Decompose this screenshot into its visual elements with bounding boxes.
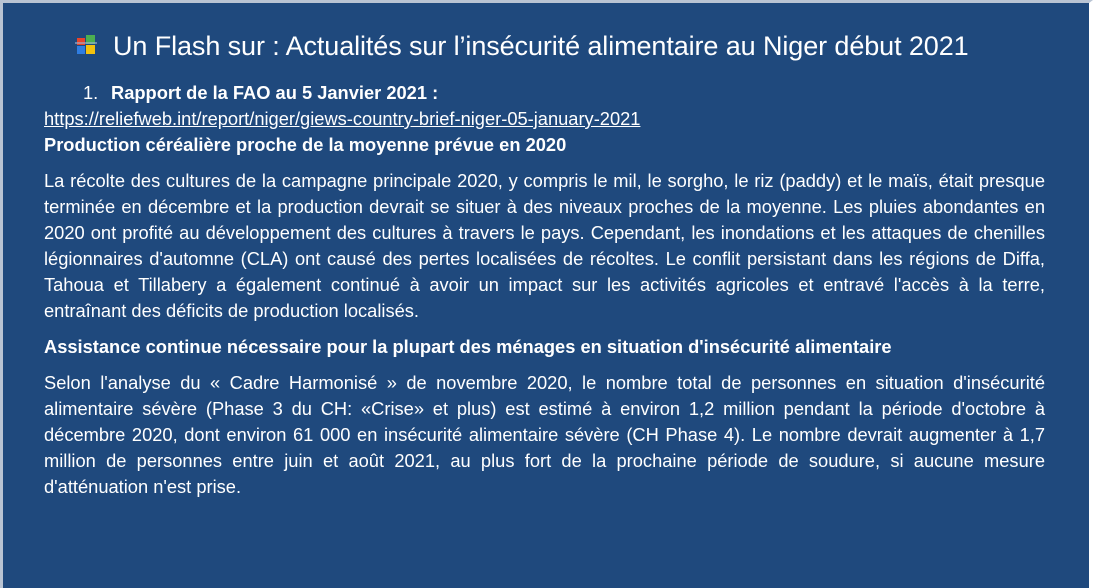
list-item-text: Rapport de la FAO au 5 Janvier 2021 : [111,82,439,103]
slide-title: Un Flash sur : Actualités sur l’insécurité alimentaire au Niger début 2021 [113,31,969,61]
slide-title-row [75,31,969,62]
section-heading-assistance: Assistance continue nécessaire pour la plupart des ménages en situation d'insécurité alimentaire [44,336,892,357]
report-link[interactable]: https://reliefweb.int/report/niger/giews-country-brief-niger-05-january-2021 [44,108,641,129]
section-paragraph-production: La récolte des cultures de la campagne principale 2020, y compris le mil, le sorgho, le riz (paddy) et le maïs, était presque terminée en décembre et la production devrait se situer à des niveaux proches de la moyenne. Les pluies abondantes en 2020 ont profité au développement des cultures à travers le pays. Cependant, les inondations et les attaques de chenilles légionnaires d'automne (CLA) ont causé des pertes localisées de récoltes. Le conflit persistant dans les régions de Diffa, Tahoua et Tillabery a également continué à avoir un impact sur les activités agricoles et entravé l'accès à la terre, entraînant des déficits de production localisés. [44,170,1045,321]
windows-flag-icon [75,34,97,56]
section-paragraph-assistance: Selon l'analyse du « Cadre Harmonisé » de novembre 2020, le nombre total de personnes en situation d'insécurité alimentaire sévère (Phase 3 du CH: «Crise» et plus) est estimé à environ 1,2 million pendant la période d'octobre à décembre 2020, dont environ 61 000 en insécurité alimentaire sévère (CH Phase 4). Le nombre devrait augmenter à 1,7 million de personnes entre juin et août 2021, au plus fort de la prochaine période de soudure, si aucune mesure d'atténuation n'est prise. [44,372,1045,497]
numbered-list-item [44,80,1045,106]
section-heading-production: Production céréalière proche de la moyenne prévue en 2020 [44,134,567,155]
slide-body [44,80,1045,500]
list-number: 1. [83,82,99,103]
